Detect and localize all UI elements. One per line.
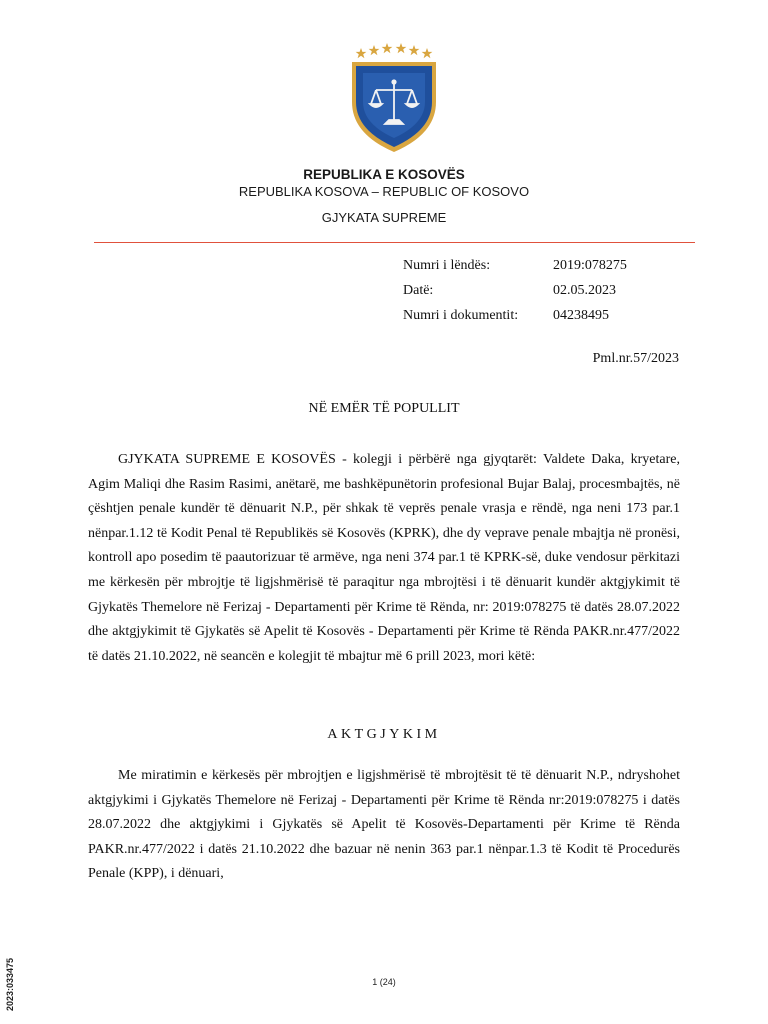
- intro-paragraph: GJYKATA SUPREME E KOSOVËS - kolegji i përbërë nga gjyqtarët: Valdete Daka, kryetare, Agim Maliqi dhe Rasim Rasimi, anëtarë, me bashkëpunëtorin profesional Bujar Balaj, procesmbajtës, në çështjen penale kundër të dënuarit N.P., për shkak të veprës penale vrasja e rëndë, nga neni 173 par.1 nënpar.1.12 të Kodit Penal të Republikës së Kosovës (KPRK), dhe dy veprave penale mbajtja në pronësi, kontroll apo posedim të paautorizuar të armëve, nga neni 374 par.1 të KPRK-së, duke vendosur përkitazi me kërkesën për mbrojtje të ligjshmërisë të paraqitur nga mbrojtësi i të dënuarit kundër aktgjykimit të Gjykatës Themelore në Ferizaj - Departamenti për Krime të Rënda, nr: 2019:078275 të datës 28.07.2022 dhe aktgjykimit të Gjykatës së Apelit të Kosovës - Departamenti për Krime të Rënda PAKR.nr.477/2022 të datës 21.10.2022, në seancën e kolegjit të mbajtur më 6 prill 2023, mori këtë:: [88, 452, 680, 664]
- page-number: 1 (24): [372, 977, 396, 987]
- judgment-paragraph: Me miratimin e kërkesës për mbrojtjen e ligjshmërisë të mbrojtësit të të dënuarit N.P., ndryshohet aktgjykimi i Gjykatës Themelore në Ferizaj - Departamenti për Krime të Rënda nr:2019:078275 i datës 28.07.2022 dhe aktgjykimi i Gjykatës së Apelit të Kosovës-Departamenti për Krime të Rënda PAKR.nr.477/2022 i datës 21.10.2022 dhe bazuar në nenin 363 par.1 nënpar.1.3 të Kodit të Procedurës Penale (KPP), i dënuari,: [88, 768, 680, 882]
- reference-number: Pml.nr.57/2023: [592, 351, 679, 366]
- title-in-name-of-people: NË EMËR TË POPULLIT: [308, 401, 460, 416]
- date-label: Datë:: [403, 283, 434, 298]
- court-name: GJYKATA SUPREME: [321, 210, 447, 225]
- republic-name-serbian-english: REPUBLIKA KOSOVA – REPUBLIC OF KOSOVO: [238, 184, 530, 199]
- document-number-value: 04238495: [553, 308, 609, 323]
- stars-icon: [356, 43, 433, 58]
- date-value: 02.05.2023: [553, 283, 616, 298]
- header-divider: [94, 242, 695, 243]
- document-number-label: Numri i dokumentit:: [403, 308, 519, 323]
- case-number-value: 2019:078275: [553, 258, 627, 273]
- judgment-title: AKTGJYKIM: [327, 727, 441, 742]
- side-document-code: 2023:033475: [5, 957, 15, 1011]
- case-number-label: Numri i lëndës:: [403, 258, 491, 273]
- kosovo-coat-of-arms-emblem: [349, 42, 439, 154]
- republic-name-albanian: REPUBLIKA E KOSOVËS: [303, 167, 465, 182]
